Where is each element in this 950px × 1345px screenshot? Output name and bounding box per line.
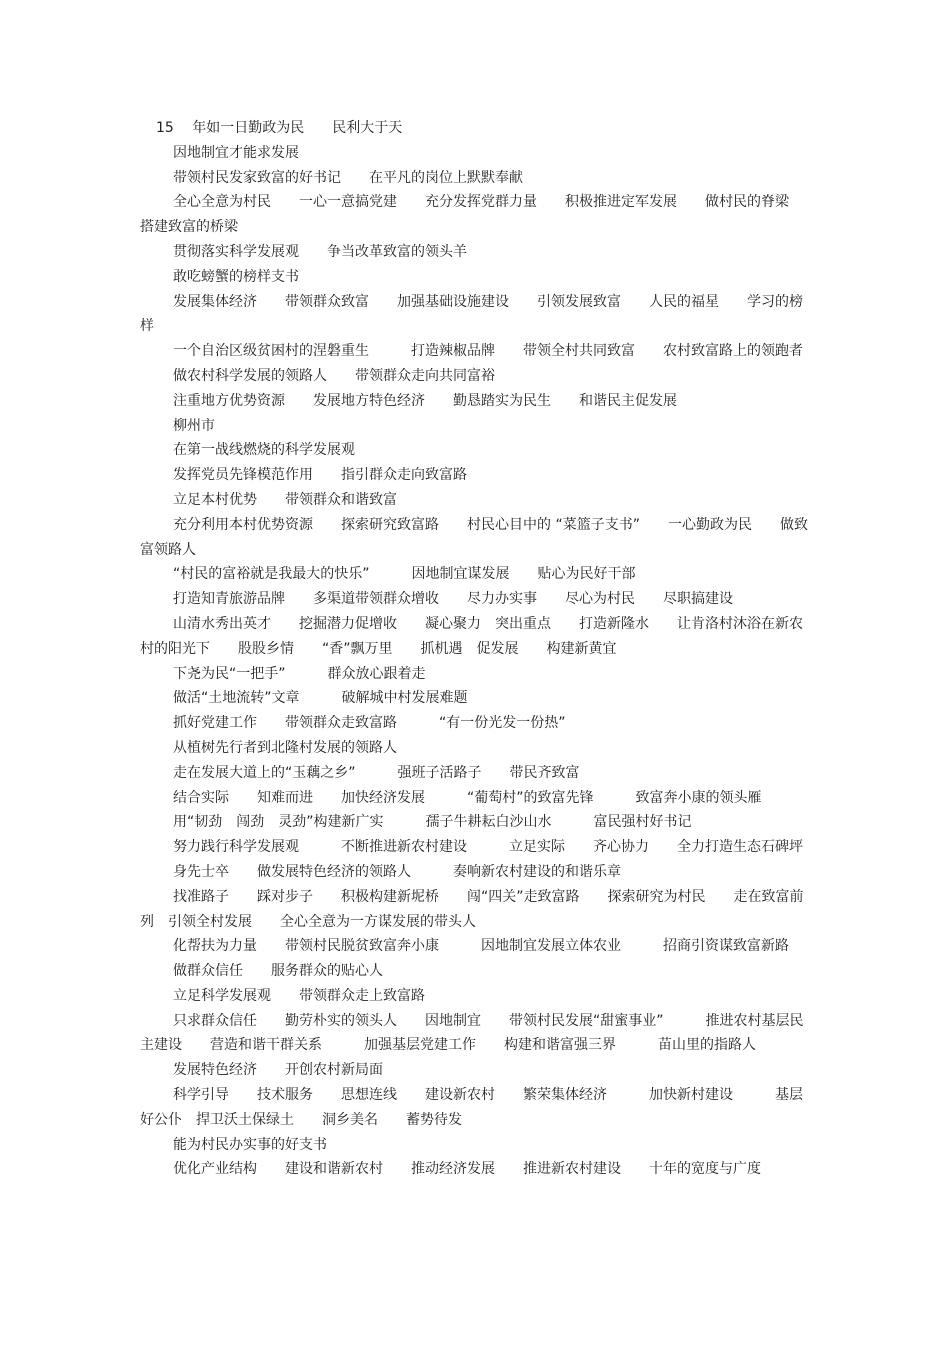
paragraph: 一个自治区级贫困村的涅磐重生 打造辣椒品牌 带领全村共同致富 农村致富路上的领跑者 [173,343,803,360]
paragraph: 带领村民发家致富的好书记 在平凡的岗位上默默奉献 [173,169,523,186]
paragraph: 在第一战线燃烧的科学发展观 [173,442,355,459]
paragraph: 做群众信任 服务群众的贴心人 [173,963,383,980]
paragraph: 下尧为民“一把手” 群众放心跟着走 [173,665,426,682]
paragraph: 身先士卒 做发展特色经济的领路人 奏响新农村建设的和谐乐章 [173,863,621,880]
paragraph: 化帮扶为力量 带领村民脱贫致富奔小康 因地制宜发展立体农业 招商引资谋致富新路 [173,938,789,955]
paragraph: 优化产业结构 建设和谐新农村 推动经济发展 推进新农村建设 十年的宽度与广度 [173,1161,761,1178]
paragraph: 发挥党员先锋模范作用 指引群众走向致富路 [173,467,467,484]
paragraph: 做活“土地流转”文章 破解城中村发展难题 [173,690,468,707]
paragraph: 贯彻落实科学发展观 争当改革致富的领头羊 [173,243,467,260]
paragraph: 发展集体经济 带领群众致富 加强基础设施建设 引领发展致富 人民的福星 学习的榜样 [140,293,803,335]
paragraph: 立足科学发展观 带领群众走上致富路 [173,987,425,1004]
paragraph: 用“韧劲 闯劲 灵劲”构建新广实 孺子牛耕耘白沙山水 富民强村好书记 [173,814,692,831]
paragraph: 立足本村优势 带领群众和谐致富 [173,491,397,508]
paragraph: 能为村民办实事的好支书 [173,1136,327,1153]
paragraph: 因地制宜才能求发展 [173,144,299,161]
paragraph: 抓好党建工作 带领群众走致富路 “有一份光发一份热” [173,715,566,732]
paragraph: 柳州市 [173,417,215,434]
paragraph: 做农村科学发展的领路人 带领群众走向共同富裕 [173,367,495,384]
paragraph: 注重地方优势资源 发展地方特色经济 勤恳踏实为民生 和谐民主促发展 [173,392,677,409]
paragraph: 打造知青旅游品牌 多渠道带领群众增收 尽力办实事 尽心为村民 尽职搞建设 [173,591,733,608]
paragraph: 走在发展大道上的“玉藕之乡” 强班子活路子 带民齐致富 [173,764,580,781]
paragraph: 找准路子 踩对步子 积极构建新坭桥 闯“四关”走致富路 探索研究为村民 走在致富前列 引领全村发展 全心全意为一方谋发展的带头人 [140,888,804,930]
paragraph: 努力践行科学发展观 不断推进新农村建设 立足实际 齐心协力 全力打造生态石碑坪 [173,839,803,856]
paragraph: 科学引导 技术服务 思想连线 建设新农村 繁荣集体经济 加快新村建设 基层好公仆 捍卫沃土保绿土 洞乡美名 蓄势待发 [140,1087,803,1128]
paragraph: 15 年如一日勤政为民 民利大于天 [156,120,403,136]
document-body [140,116,812,1182]
paragraph: 充分利用本村优势资源 探索研究致富路 村民心目中的 “菜篮子支书” 一心勤政为民 做致富领路人 [140,516,808,558]
paragraph: 全心全意为村民 一心一意搞党建 充分发挥党群力量 积极推进定军发展 做村民的脊梁 搭建致富的桥梁 [140,194,803,236]
paragraph: 敢吃螃蟹的榜样支书 [173,268,299,285]
paragraph: “村民的富裕就是我最大的快乐” 因地制宜谋发展 贴心为民好干部 [173,566,636,583]
paragraph: 发展特色经济 开创农村新局面 [173,1062,383,1079]
paragraph: 从植树先行者到北隆村发展的领路人 [173,739,397,756]
paragraph: 结合实际 知难而进 加快经济发展 “葡萄村”的致富先锋 致富奔小康的领头雁 [173,789,762,806]
paragraph: 山清水秀出英才 挖掘潜力促增收 凝心聚力 突出重点 打造新隆水 让肯洛村沐浴在新农村的阳光下 股股乡情 “香”飘万里 抓机遇 促发展 构建新黄宜 [140,615,803,657]
paragraph: 只求群众信任 勤劳朴实的领头人 因地制宜 带领村民发展“甜蜜事业” 推进农村基层民主建设 营造和谐干群关系 加强基层党建工作 构建和谐富强三界 苗山里的指路人 [140,1012,804,1054]
